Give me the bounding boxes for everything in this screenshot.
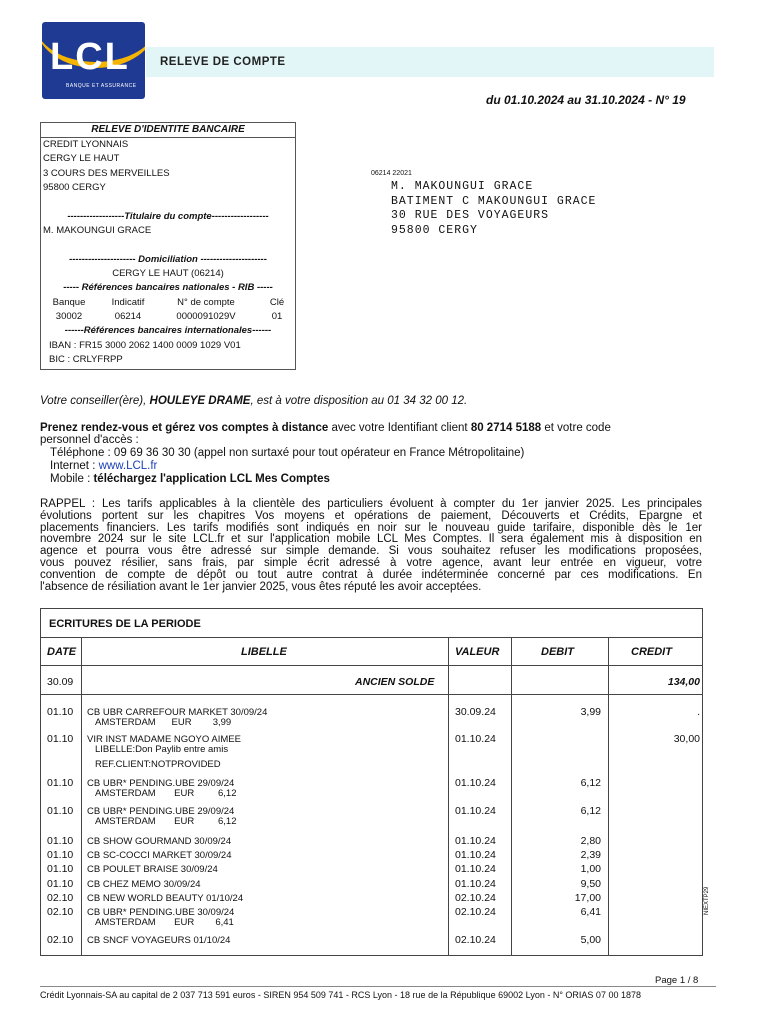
row-debit: 6,12 <box>580 805 601 817</box>
iban: IBAN : FR15 3000 2062 1400 0009 1029 V01 <box>49 340 241 351</box>
address-line: 95800 CERGY <box>391 224 478 237</box>
rib-col-indicatif: Indicatif <box>111 297 145 308</box>
row-libelle: CB SC-COCCI MARKET 30/09/24 <box>87 850 232 861</box>
rib-col-cle: Clé <box>269 297 285 308</box>
ancien-solde-label: ANCIEN SOLDE <box>355 676 435 688</box>
intl-header: ------Références bancaires internationales------ <box>64 325 272 336</box>
rib-header: ----- Références bancaires nationales - RIB ----- <box>63 282 273 293</box>
phone-line: Téléphone : 09 69 36 30 30 (appel non surtaxé pour tout opérateur en France Métropolitaine) <box>50 447 525 459</box>
rib-box <box>40 122 296 370</box>
row-valeur: 01.10.24 <box>455 878 496 890</box>
rib-title: RELEVE D'IDENTITE BANCAIRE <box>41 123 295 138</box>
row-libelle: CB UBR* PENDING.UBE 29/09/24 <box>87 806 235 817</box>
section-title: ECRITURES DE LA PERIODE <box>49 618 201 630</box>
row-valeur: 01.10.24 <box>455 777 496 789</box>
transactions-table <box>40 608 703 956</box>
row-debit: 1,00 <box>580 863 601 875</box>
row-credit: . <box>697 706 700 718</box>
row-credit: 30,00 <box>673 733 700 745</box>
row-libelle: CB UBR* PENDING.UBE 29/09/24 <box>87 778 235 789</box>
domiciliation-header: --------------------- Domiciliation --------------------- <box>69 254 267 265</box>
row-date: 01.10 <box>47 733 74 745</box>
address-line: M. MAKOUNGUI GRACE <box>391 180 534 193</box>
rappel-line: l'absence de résiliation avant le 1er janvier 2025, vous êtes réputé les avoir acceptées. <box>40 580 482 593</box>
lcl-logo <box>42 22 145 99</box>
row-date: 01.10 <box>47 878 74 890</box>
rib-col-compte: N° de compte <box>177 297 235 308</box>
bic: BIC : CRLYFRPP <box>49 354 123 365</box>
row-libelle: CB UBR CARREFOUR MARKET 30/09/24 <box>87 707 268 718</box>
rappel-line: agence et pourra vous être adressé sur simple demande. Si vous souhaitez refuser les modifications proposées, <box>40 545 702 558</box>
header-date: DATE <box>47 646 77 658</box>
logo-text: LCL <box>50 36 130 78</box>
row-valeur: 01.10.24 <box>455 849 496 861</box>
rib-val-cle: 01 <box>271 311 283 322</box>
rappel-line: novembre 2024 sur le site LCL.fr et sur l'application mobile LCL Mes Comptes. Il sera également mis à disposition en <box>40 533 702 546</box>
row-libelle: CB NEW WORLD BEAUTY 01/10/24 <box>87 893 244 904</box>
ancien-solde-date: 30.09 <box>47 676 74 688</box>
row-valeur: 30.09.24 <box>455 706 496 718</box>
logo-subtitle: BANQUE ET ASSURANCE <box>66 83 137 89</box>
row-detail: REF.CLIENT:NOTPROVIDED <box>95 759 221 770</box>
row-debit: 6,12 <box>580 777 601 789</box>
row-date: 02.10 <box>47 934 74 946</box>
row-detail: AMSTERDAM EUR 3,99 <box>95 717 232 728</box>
footer-divider <box>40 986 716 987</box>
rappel-line: placements financiers. Les tarifs modifiés sont indiqués en noir sur le nouveau guide tarifaire, disponible dès le 1er <box>40 521 702 534</box>
row-debit: 2,39 <box>580 849 601 861</box>
rib-col-banque: Banque <box>52 297 86 308</box>
row-valeur: 01.10.24 <box>455 835 496 847</box>
domiciliation: CERGY LE HAUT (06214) <box>112 268 224 279</box>
header-debit: DEBIT <box>541 646 574 658</box>
header-credit: CREDIT <box>631 646 672 658</box>
rib-val-indicatif: 06214 <box>114 311 142 322</box>
row-date: 01.10 <box>47 706 74 718</box>
rappel-line: RAPPEL : Les tarifs applicables à la clientèle des particuliers évoluent à compter du 1er janvier 2025. Les principales <box>40 498 702 510</box>
row-debit: 5,00 <box>580 934 601 946</box>
advisor-line: Votre conseiller(ère), HOULEYE DRAME, est à votre disposition au 01 34 32 00 12. <box>40 395 468 407</box>
statement-period: du 01.10.2024 au 31.10.2024 - N° 19 <box>486 93 686 107</box>
bank-line: 95800 CERGY <box>43 182 106 193</box>
row-valeur: 02.10.24 <box>455 892 496 904</box>
row-debit: 2,80 <box>580 835 601 847</box>
rappel-line: vous pouvez résilier, sans frais, par simple écrit adressé à votre agence, avant leur entrée en vigueur, votre <box>40 556 702 569</box>
row-valeur: 02.10.24 <box>455 906 496 918</box>
row-date: 02.10 <box>47 906 74 918</box>
bank-line: CERGY LE HAUT <box>43 153 120 164</box>
row-valeur: 01.10.24 <box>455 733 496 745</box>
rib-val-compte: 0000091029V <box>176 311 236 322</box>
rappel-paragraph <box>40 499 702 593</box>
row-libelle: CB SNCF VOYAGEURS 01/10/24 <box>87 935 231 946</box>
row-libelle: VIR INST MADAME NGOYO AIMEE <box>87 734 241 745</box>
row-debit: 3,99 <box>580 706 601 718</box>
row-date: 01.10 <box>47 863 74 875</box>
row-detail: LIBELLE:Don Paylib entre amis <box>95 744 229 755</box>
row-date: 01.10 <box>47 777 74 789</box>
row-valeur: 01.10.24 <box>455 863 496 875</box>
row-detail: AMSTERDAM EUR 6,41 <box>95 917 234 928</box>
row-debit: 17,00 <box>574 892 601 904</box>
address-code: 06214 22021 <box>371 170 412 177</box>
row-valeur: 02.10.24 <box>455 934 496 946</box>
row-libelle: CB POULET BRAISE 30/09/24 <box>87 864 218 875</box>
header-libelle: LIBELLE <box>241 646 287 658</box>
row-detail: AMSTERDAM EUR 6,12 <box>95 788 237 799</box>
rib-val-banque: 30002 <box>55 311 83 322</box>
lcl-website-link[interactable]: www.LCL.fr <box>98 460 158 472</box>
row-libelle: CB UBR* PENDING.UBE 30/09/24 <box>87 907 235 918</box>
rappel-line: convention de compte de dépôt ou tout autre contrat à durée indéterminée concerné par ces modifications. En <box>40 568 702 581</box>
internet-line: Internet : www.LCL.fr <box>50 460 158 472</box>
footer-legal: Crédit Lyonnais-SA au capital de 2 037 713 591 euros - SIREN 954 509 741 - RCS Lyon - 18 rue de la République 69002 Lyon - N° ORIAS 07 00 1878 <box>40 990 641 1000</box>
row-libelle: CB CHEZ MEMO 30/09/24 <box>87 879 201 890</box>
mobile-line: Mobile : téléchargez l'application LCL Mes Comptes <box>50 473 330 485</box>
advisor-name: HOULEYE DRAME <box>149 395 251 407</box>
row-detail: AMSTERDAM EUR 6,12 <box>95 816 237 827</box>
ancien-solde-credit: 134,00 <box>667 676 700 688</box>
side-code: NIEXTP29 <box>704 886 710 915</box>
bank-line: CREDIT LYONNAIS <box>43 139 129 150</box>
row-valeur: 01.10.24 <box>455 805 496 817</box>
bank-line: 3 COURS DES MERVEILLES <box>43 168 170 179</box>
row-date: 01.10 <box>47 835 74 847</box>
address-line: BATIMENT C MAKOUNGUI GRACE <box>391 195 597 208</box>
row-date: 02.10 <box>47 892 74 904</box>
row-libelle: CB SHOW GOURMAND 30/09/24 <box>87 836 232 847</box>
row-date: 01.10 <box>47 805 74 817</box>
header-valeur: VALEUR <box>455 646 500 658</box>
remote-line: Prenez rendez-vous et gérez vos comptes à distance avec votre Identifiant client 80 2714 5188 et votre code <box>40 422 611 434</box>
row-date: 01.10 <box>47 849 74 861</box>
remote-line-2: personnel d'accès : <box>40 434 139 446</box>
row-debit: 9,50 <box>580 878 601 890</box>
rappel-line: évolutions portent sur les chapitres Vos moyens et opérations de paiement, Découverts et Crédits, Epargne et <box>40 509 702 522</box>
client-id: 80 2714 5188 <box>470 422 542 434</box>
page-number: Page 1 / 8 <box>655 975 699 986</box>
address-line: 30 RUE DES VOYAGEURS <box>391 209 550 222</box>
titulaire: M. MAKOUNGUI GRACE <box>43 225 152 236</box>
document-title: RELEVE DE COMPTE <box>160 56 286 68</box>
titulaire-header: ------------------Titulaire du compte------------------ <box>67 211 269 222</box>
row-debit: 6,41 <box>580 906 601 918</box>
